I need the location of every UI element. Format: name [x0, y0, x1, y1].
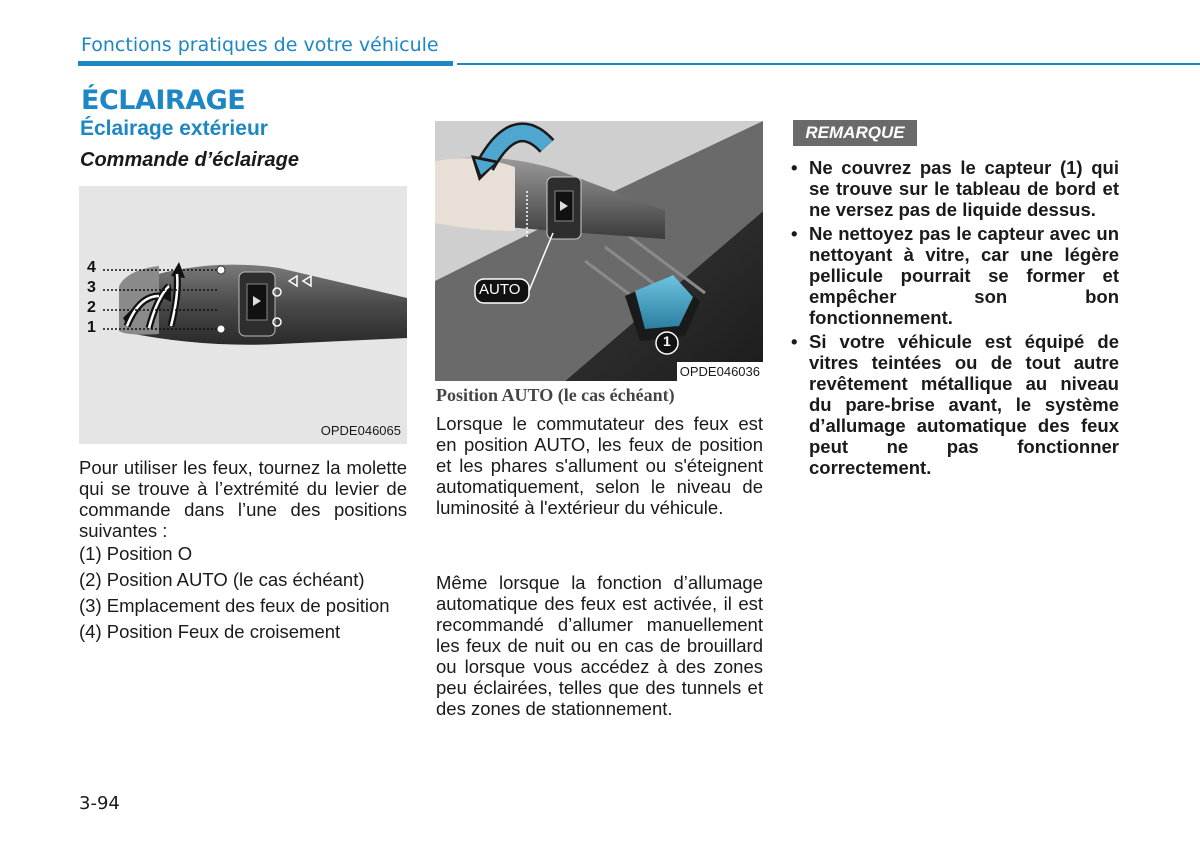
auto-label: AUTO: [479, 281, 521, 298]
position-item: (1) Position O: [79, 543, 193, 564]
section-title: ÉCLAIRAGE: [81, 85, 246, 116]
header-rule-thick: [78, 61, 453, 66]
fig1-marker-1: 1: [87, 319, 96, 336]
auto-paragraph-2: Même lorsque la fonction d’allumage automatique des feux est activée, il est recommandé d’allumer manuellement les feux de nuit ou en cas de brouillard ou lorsque vous accédez à des zones peu éclairées, telles que des tunnels et des zones de stationnement.: [436, 572, 763, 719]
position-item: (4) Position Feux de croisement: [79, 621, 341, 642]
intro-paragraph: Pour utiliser les feux, tournez la molette qui se trouve à l’extrémité du levier de commande dans l’une des positions suivantes :: [79, 457, 407, 541]
note-item: • Si votre véhicule est équipé de vitres teintées ou de tout autre revêtement métallique au niveau du pare-brise avant, le système d’allumage automatique des feux peut ne pas fonctionner correctement.: [789, 331, 1119, 478]
sensor-callout-number: 1: [663, 333, 671, 349]
note-list: [789, 157, 1119, 481]
fig1-marker-3: 3: [87, 279, 96, 296]
auto-caption: Position AUTO (le cas échéant): [436, 385, 675, 405]
fig1-marker-4: 4: [87, 259, 96, 276]
light-switch-stalk-illustration: [79, 186, 407, 444]
page-number: 3-94: [79, 793, 120, 814]
position-item: (3) Emplacement des feux de position: [79, 595, 390, 616]
auto-sensor-illustration: [435, 121, 763, 381]
note-item: • Ne couvrez pas le capteur (1) qui se trouve sur le tableau de bord et ne versez pas de liquide dessus.: [789, 157, 1119, 220]
running-header: Fonctions pratiques de votre véhicule: [81, 34, 439, 56]
note-badge: REMARQUE: [793, 120, 917, 146]
position-item: (2) Position AUTO (le cas échéant): [79, 569, 365, 590]
auto-paragraph-1: Lorsque le commutateur des feux est en position AUTO, les feux de position et les phares s'allument ou s'éteignent automatiquement, selon le niveau de luminosité à l'extérieur du véhicule.: [436, 413, 763, 518]
subsection-title: Éclairage extérieur: [80, 117, 268, 140]
figure2-code: OPDE046036: [677, 362, 763, 381]
subsubsection-title: Commande d’éclairage: [80, 149, 299, 171]
fig1-marker-2: 2: [87, 299, 96, 316]
positions-list: [79, 543, 390, 647]
header-rule-thin: [457, 63, 1200, 65]
figure-light-switch: [79, 186, 407, 444]
figure1-code: OPDE046065: [320, 423, 401, 438]
note-item: • Ne nettoyez pas le capteur avec un nettoyant à vitre, car une légère pellicule pourrait se former et empêcher son bon fonctionnement.: [789, 223, 1119, 328]
figure-auto-sensor: [435, 121, 763, 381]
